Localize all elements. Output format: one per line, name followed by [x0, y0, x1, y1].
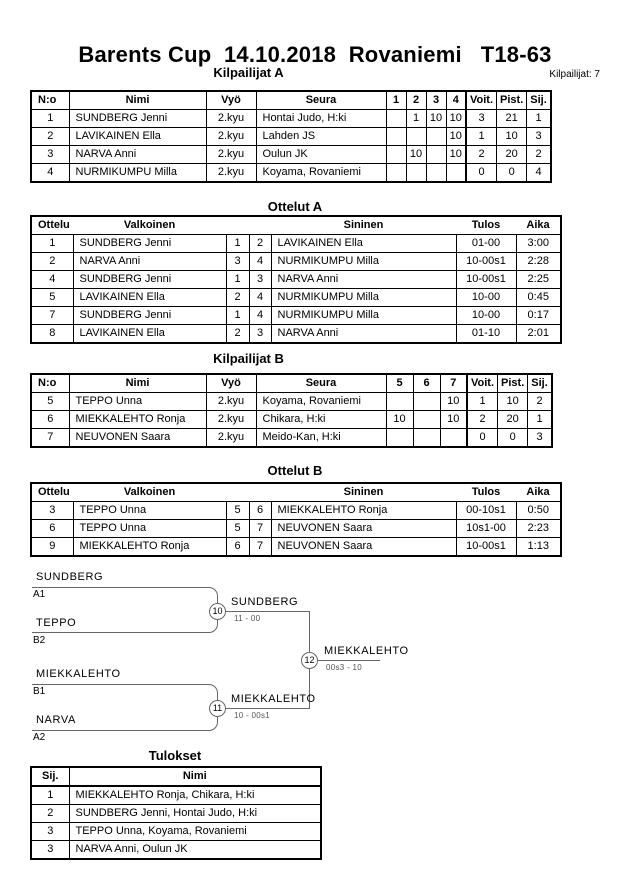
table-cell	[386, 110, 406, 128]
table-cell: 2	[249, 235, 271, 253]
table-cell: Oulun JK	[256, 146, 386, 164]
table-cell	[426, 146, 446, 164]
column-header: Nimi	[69, 91, 206, 110]
table-cell: NEUVONEN Saara	[271, 538, 456, 557]
column-header: 6	[413, 374, 440, 393]
table-cell	[426, 128, 446, 146]
table-cell: TEPPO Unna	[73, 502, 226, 520]
table-cell: 2.kyu	[206, 146, 256, 164]
bracket-winner-name: SUNDBERG	[231, 596, 299, 608]
table-cell: 10-00s1	[456, 253, 516, 271]
table-row	[31, 393, 552, 411]
table-cell: 0:50	[516, 502, 561, 520]
table-cell	[440, 429, 467, 448]
column-header: Sininen	[271, 216, 456, 235]
column-header: Nimi	[69, 374, 206, 393]
pool-b-title: Kilpailijat B	[213, 351, 284, 366]
table-cell: SUNDBERG Jenni	[73, 307, 226, 325]
table-cell	[386, 128, 406, 146]
table-cell: 5	[31, 393, 69, 411]
table-cell: 3:00	[516, 235, 561, 253]
table-cell: 10s1-00	[456, 520, 516, 538]
table-cell: MIEKKALEHTO Ronja	[73, 538, 226, 557]
match-number-badge: 10	[209, 603, 226, 620]
table-cell: 1	[226, 271, 249, 289]
table-cell: 00-10s1	[456, 502, 516, 520]
column-header	[226, 216, 249, 235]
table-cell	[406, 164, 426, 183]
table-cell: NEUVONEN Saara	[271, 520, 456, 538]
table-cell: SUNDBERG Jenni	[73, 235, 226, 253]
table-cell: SUNDBERG Jenni	[69, 110, 206, 128]
bracket-slot-name: TEPPO	[36, 617, 77, 629]
column-header: 4	[446, 91, 466, 110]
table-cell	[413, 429, 440, 448]
table-cell	[446, 164, 466, 183]
table-cell: 2.kyu	[206, 164, 256, 183]
table-cell: 10	[498, 393, 528, 411]
table-cell: Chikara, H:ki	[256, 411, 386, 429]
table-cell: 3	[31, 823, 69, 841]
table-row	[31, 128, 551, 146]
bracket-slot-name: NARVA	[36, 714, 76, 726]
column-header: Sij.	[31, 767, 69, 786]
table-cell: MIEKKALEHTO Ronja	[271, 502, 456, 520]
table-cell: LAVIKAINEN Ella	[271, 235, 456, 253]
table-cell: Hontai Judo, H:ki	[256, 110, 386, 128]
table-cell	[386, 146, 406, 164]
table-cell: NARVA Anni, Oulun JK	[69, 841, 321, 860]
table-cell: 10	[440, 393, 467, 411]
table-cell: 1	[466, 128, 497, 146]
table-cell: 2	[31, 805, 69, 823]
column-header	[226, 483, 249, 502]
table-row	[31, 146, 551, 164]
table-cell: 20	[498, 411, 528, 429]
bracket-final-line	[317, 660, 380, 661]
table-cell: LAVIKAINEN Ella	[69, 128, 206, 146]
table-cell: 2.kyu	[206, 128, 256, 146]
column-header: Valkoinen	[73, 483, 226, 502]
column-header: Nimi	[69, 767, 321, 786]
table-row	[31, 429, 552, 448]
column-header: Seura	[256, 374, 386, 393]
table-cell: NEUVONEN Saara	[69, 429, 206, 448]
table-cell: 10	[446, 110, 466, 128]
bracket-pair-line	[32, 587, 218, 633]
matches-b-table	[30, 482, 562, 557]
table-cell: 10	[406, 146, 426, 164]
table-cell: 1	[406, 110, 426, 128]
bracket-slot-seed: A1	[33, 589, 46, 600]
table-cell: Koyama, Rovaniemi	[256, 393, 386, 411]
table-cell: 3	[31, 841, 69, 860]
column-header: Aika	[516, 483, 561, 502]
table-cell: NURMIKUMPU Milla	[69, 164, 206, 183]
table-cell: Koyama, Rovaniemi	[256, 164, 386, 183]
table-cell: 10	[497, 128, 527, 146]
column-header: Sininen	[271, 483, 456, 502]
table-cell: 1	[528, 411, 552, 429]
table-cell: 10-00	[456, 307, 516, 325]
header-row	[31, 767, 321, 786]
table-row	[31, 325, 561, 344]
table-cell: 2	[31, 253, 73, 271]
column-header: Vyö	[206, 374, 256, 393]
table-cell: 1	[467, 393, 498, 411]
column-header: 7	[440, 374, 467, 393]
table-cell: 21	[497, 110, 527, 128]
bracket-slot-seed: B1	[33, 686, 46, 697]
competitors-count: Kilpailijat: 7	[549, 69, 600, 80]
table-cell: 4	[249, 289, 271, 307]
table-cell: 3	[249, 271, 271, 289]
column-header: Seura	[256, 91, 386, 110]
table-cell	[386, 164, 406, 183]
table-cell: 10	[446, 146, 466, 164]
bracket-match-score: 10 - 00s1	[234, 711, 271, 720]
table-cell: 2.kyu	[206, 429, 256, 448]
bracket-winner-name: MIEKKALEHTO	[231, 693, 316, 705]
table-cell: 3	[466, 110, 497, 128]
table-cell: 5	[226, 520, 249, 538]
column-header: Ottelu	[31, 483, 73, 502]
table-cell: MIEKKALEHTO Ronja	[69, 411, 206, 429]
table-cell: NARVA Anni	[271, 325, 456, 344]
column-header: Sij.	[527, 91, 551, 110]
table-cell: Lahden JS	[256, 128, 386, 146]
table-cell: 0	[466, 164, 497, 183]
table-cell: NURMIKUMPU Milla	[271, 253, 456, 271]
table-cell: 2	[226, 325, 249, 344]
table-cell: 2.kyu	[206, 411, 256, 429]
pool-a-title: Kilpailijat A	[213, 65, 284, 80]
table-cell	[413, 393, 440, 411]
table-cell: 9	[31, 538, 73, 557]
table-cell: 2:01	[516, 325, 561, 344]
table-cell: 2.kyu	[206, 393, 256, 411]
table-cell	[386, 429, 413, 448]
table-cell: SUNDBERG Jenni, Hontai Judo, H:ki	[69, 805, 321, 823]
table-cell: 10	[440, 411, 467, 429]
table-cell: 0:45	[516, 289, 561, 307]
column-header: Pist.	[498, 374, 528, 393]
table-row	[31, 164, 551, 183]
table-cell: 7	[31, 429, 69, 448]
table-cell: 3	[226, 253, 249, 271]
table-cell: 7	[249, 520, 271, 538]
bracket-slot-name: SUNDBERG	[36, 571, 104, 583]
table-cell	[406, 128, 426, 146]
table-cell: 6	[249, 502, 271, 520]
table-cell: 1	[31, 786, 69, 805]
table-cell: 10-00s1	[456, 538, 516, 557]
bracket-match-score: 11 - 00	[234, 614, 261, 623]
table-cell: LAVIKAINEN Ella	[73, 325, 226, 344]
table-cell: 3	[31, 502, 73, 520]
bracket-slot-seed: A2	[33, 732, 46, 743]
table-cell: 2:25	[516, 271, 561, 289]
table-row	[31, 411, 552, 429]
table-cell: 0	[498, 429, 528, 448]
header-row	[31, 91, 551, 110]
table-row	[31, 502, 561, 520]
table-row	[31, 786, 321, 805]
page-title: Barents Cup 14.10.2018 Rovaniemi T18-63	[78, 42, 552, 67]
table-cell: 6	[226, 538, 249, 557]
table-cell: 20	[497, 146, 527, 164]
table-cell	[426, 164, 446, 183]
matches-a-title: Ottelut A	[267, 199, 323, 214]
table-cell: 3	[527, 128, 551, 146]
table-cell: NURMIKUMPU Milla	[271, 289, 456, 307]
column-header: N:o	[31, 91, 69, 110]
column-header: Sij.	[528, 374, 552, 393]
table-cell: SUNDBERG Jenni	[73, 271, 226, 289]
match-number-badge: 12	[301, 652, 318, 669]
table-cell: NURMIKUMPU Milla	[271, 307, 456, 325]
table-cell: 2:28	[516, 253, 561, 271]
results-title: Tulokset	[148, 748, 202, 763]
column-header: 3	[426, 91, 446, 110]
table-cell: 10-00s1	[456, 271, 516, 289]
table-cell: 5	[31, 289, 73, 307]
table-cell: 2	[31, 128, 69, 146]
table-cell: 4	[249, 307, 271, 325]
table-cell: 10	[426, 110, 446, 128]
column-header: Tulos	[456, 216, 516, 235]
table-cell: 10-00	[456, 289, 516, 307]
table-cell: 1	[226, 235, 249, 253]
table-cell: 3	[249, 325, 271, 344]
pool-b-table	[30, 373, 553, 448]
column-header	[249, 216, 271, 235]
table-row	[31, 271, 561, 289]
table-cell: NARVA Anni	[271, 271, 456, 289]
matches-a-table	[30, 215, 562, 344]
table-row	[31, 538, 561, 557]
table-cell: NARVA Anni	[73, 253, 226, 271]
table-cell: 3	[528, 429, 552, 448]
pool-a-table	[30, 90, 552, 183]
table-cell: 1:13	[516, 538, 561, 557]
table-row	[31, 520, 561, 538]
table-row	[31, 823, 321, 841]
table-cell: 7	[31, 307, 73, 325]
table-cell: 4	[31, 164, 69, 183]
bracket-slot-seed: B2	[33, 635, 46, 646]
table-row	[31, 289, 561, 307]
table-row	[31, 805, 321, 823]
header-row	[31, 483, 561, 502]
table-cell: TEPPO Unna	[69, 393, 206, 411]
table-cell: 3	[31, 146, 69, 164]
table-cell: 2	[466, 146, 497, 164]
column-header: Voit.	[467, 374, 498, 393]
table-cell: 0:17	[516, 307, 561, 325]
table-cell: 01-10	[456, 325, 516, 344]
column-header: Valkoinen	[73, 216, 226, 235]
column-header: Tulos	[456, 483, 516, 502]
bracket-winner-name: MIEKKALEHTO	[324, 645, 409, 657]
table-row	[31, 110, 551, 128]
table-cell	[386, 393, 413, 411]
table-cell: TEPPO Unna, Koyama, Rovaniemi	[69, 823, 321, 841]
table-cell: 4	[31, 271, 73, 289]
table-cell: NARVA Anni	[69, 146, 206, 164]
table-cell	[413, 411, 440, 429]
header-row	[31, 374, 552, 393]
column-header: Vyö	[206, 91, 256, 110]
column-header: Voit.	[466, 91, 497, 110]
header-row	[31, 216, 561, 235]
table-cell: 0	[467, 429, 498, 448]
match-number-badge: 11	[209, 700, 226, 717]
table-cell: 1	[527, 110, 551, 128]
column-header: 2	[406, 91, 426, 110]
table-cell: 4	[527, 164, 551, 183]
column-header: 1	[386, 91, 406, 110]
table-cell: 1	[31, 235, 73, 253]
column-header: N:o	[31, 374, 69, 393]
table-cell: 2	[527, 146, 551, 164]
table-cell: 2	[528, 393, 552, 411]
bracket-match-score: 00s3 - 10	[326, 663, 363, 672]
table-cell: 1	[226, 307, 249, 325]
column-header	[249, 483, 271, 502]
table-cell: 10	[386, 411, 413, 429]
results-table	[30, 766, 322, 860]
table-cell: 6	[31, 411, 69, 429]
table-cell: 2	[467, 411, 498, 429]
bracket-pair-line	[32, 684, 218, 731]
table-cell: 4	[249, 253, 271, 271]
table-cell: 1	[31, 110, 69, 128]
column-header: Aika	[516, 216, 561, 235]
table-cell: 10	[446, 128, 466, 146]
table-cell: 01-00	[456, 235, 516, 253]
table-row	[31, 253, 561, 271]
bracket-winner-line	[217, 708, 310, 709]
matches-b-title: Ottelut B	[267, 463, 323, 478]
column-header: 5	[386, 374, 413, 393]
table-row	[31, 307, 561, 325]
table-cell: 2:23	[516, 520, 561, 538]
table-cell: 7	[249, 538, 271, 557]
table-cell: TEPPO Unna	[73, 520, 226, 538]
bracket-slot-name: MIEKKALEHTO	[36, 668, 121, 680]
table-cell: 5	[226, 502, 249, 520]
table-cell: 2	[226, 289, 249, 307]
table-cell: LAVIKAINEN Ella	[73, 289, 226, 307]
table-row	[31, 235, 561, 253]
table-cell: 6	[31, 520, 73, 538]
table-cell: 2.kyu	[206, 110, 256, 128]
table-cell: 0	[497, 164, 527, 183]
table-cell: MIEKKALEHTO Ronja, Chikara, H:ki	[69, 786, 321, 805]
table-cell: 8	[31, 325, 73, 344]
table-row	[31, 841, 321, 860]
column-header: Ottelu	[31, 216, 73, 235]
column-header: Pist.	[497, 91, 527, 110]
table-cell: Meido-Kan, H:ki	[256, 429, 386, 448]
bracket-winner-line	[217, 611, 310, 612]
